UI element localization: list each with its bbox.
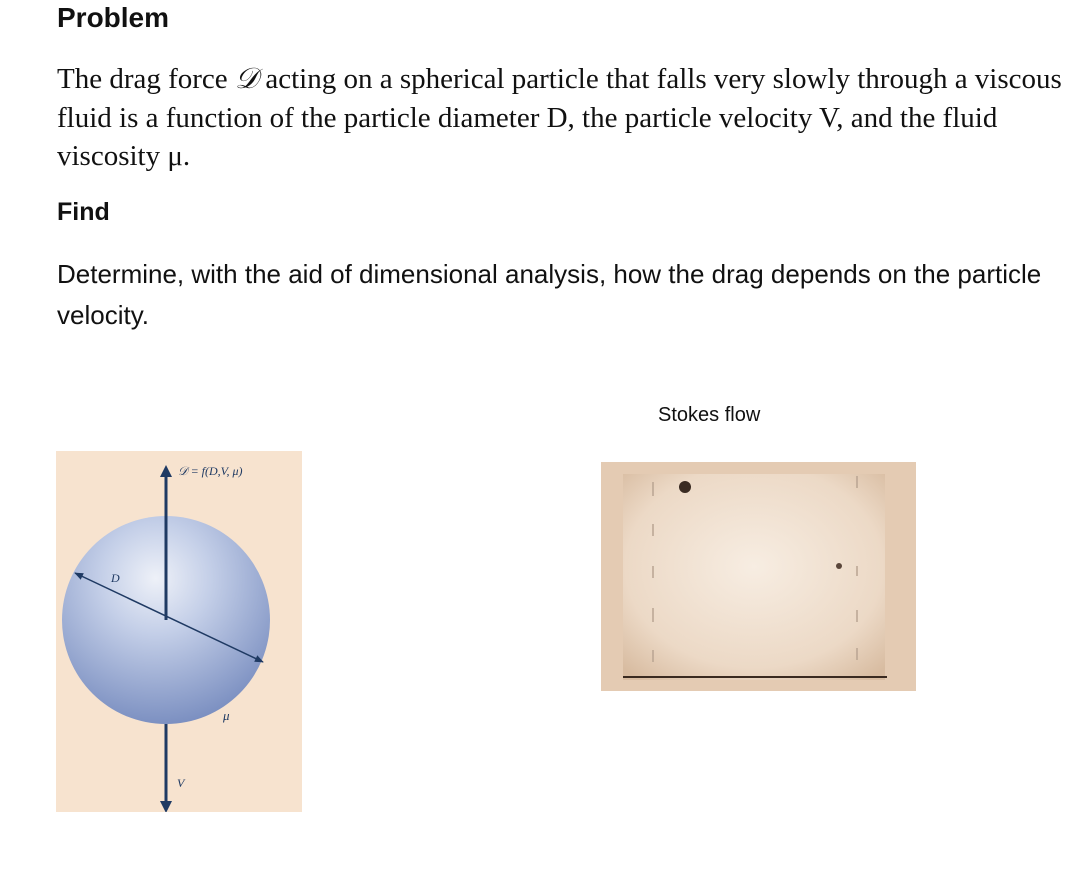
falling-sphere-large bbox=[679, 481, 691, 493]
drag-force-symbol: 𝒟 bbox=[234, 63, 259, 95]
find-statement: Determine, with the aid of dimensional analysis, how the drag depends on the particle velocity. bbox=[57, 259, 1042, 330]
sphere-drag-figure bbox=[56, 451, 302, 812]
velocity-label: V bbox=[177, 776, 185, 790]
problem-text-rest: acting on a spherical particle that falls very slowly through a viscous fluid is a function of the particle diameter D, the particle velocity V, and the fluid viscosity μ. bbox=[57, 63, 1062, 172]
stokes-flow-photo bbox=[601, 462, 916, 691]
sphere-diagram bbox=[56, 451, 302, 812]
problem-statement bbox=[57, 60, 1067, 176]
stokes-flow-caption: Stokes flow bbox=[658, 404, 761, 426]
fluid-tank bbox=[623, 474, 885, 680]
falling-sphere-small bbox=[836, 563, 842, 569]
problem-heading: Problem bbox=[57, 2, 170, 33]
viscosity-label: μ bbox=[223, 708, 230, 723]
drag-equation: 𝒟 = f(D,V, μ) bbox=[178, 464, 243, 478]
find-heading: Find bbox=[57, 198, 110, 226]
problem-text-start: The drag force bbox=[57, 63, 235, 95]
stokes-flow-image bbox=[601, 462, 916, 691]
diameter-label: D bbox=[111, 571, 120, 585]
